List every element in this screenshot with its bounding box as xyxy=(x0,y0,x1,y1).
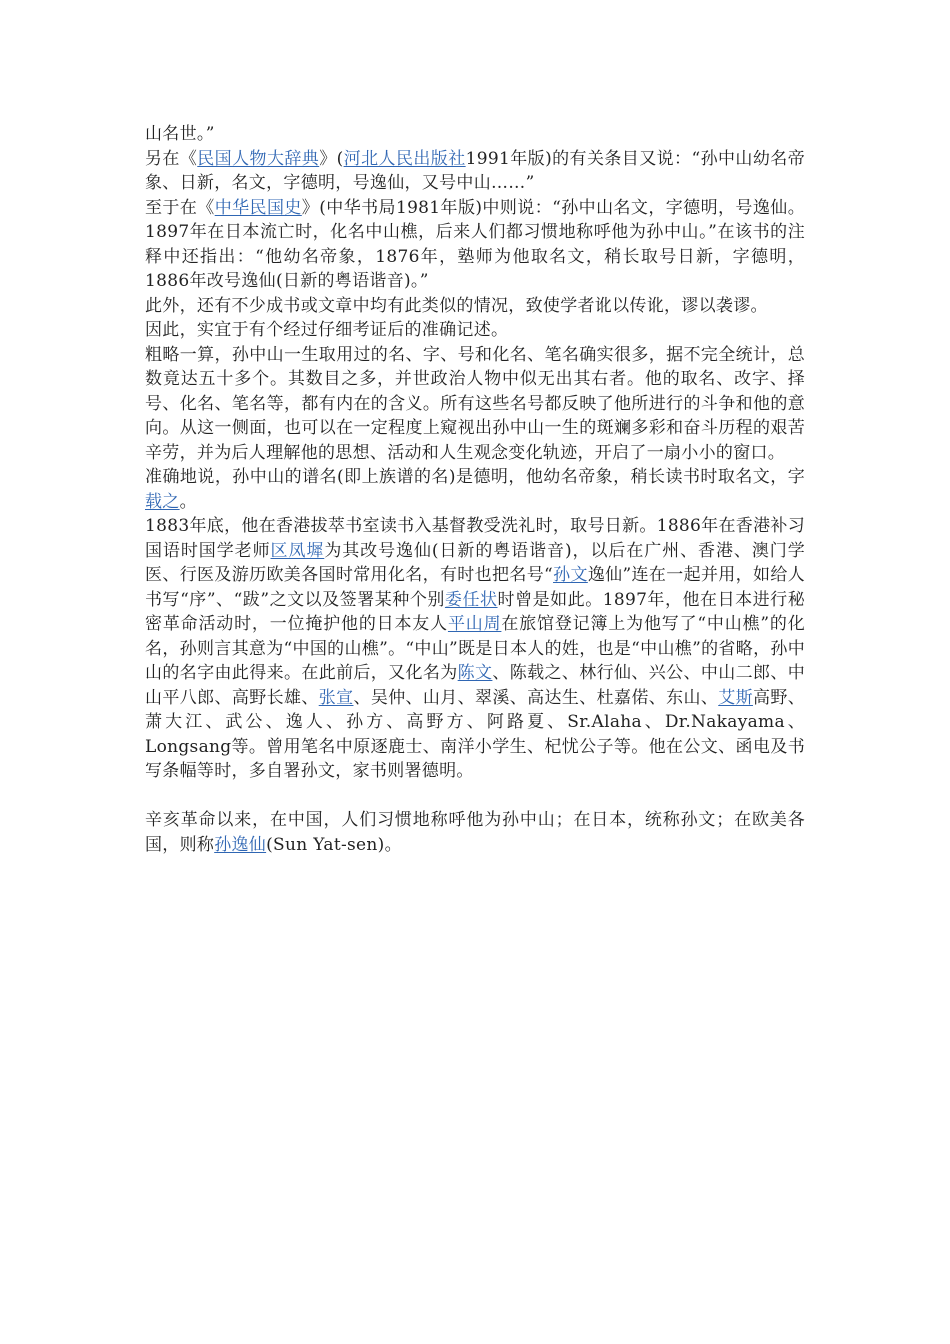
text-run: 》( xyxy=(319,148,344,169)
text-run: 辛亥革命以来，在中国，人们习惯地称呼他为孙中山；在日本，统称孙文；在欧美各国，则称 xyxy=(145,810,805,855)
text-run: 1883年底，他在香港拔萃书室读书入基督教受洗礼时，取号日新。1886年在香港补习国语时国学老师 xyxy=(145,516,805,561)
hyperlink[interactable]: 陈文 xyxy=(457,663,493,683)
text-run: 此外，还有不少成书或文章中均有此类似的情况，致使学者讹以传讹，谬以袭谬。 xyxy=(145,295,768,316)
document-page xyxy=(145,122,805,857)
text-run: 至于在《 xyxy=(145,197,215,218)
text-run: 粗略一算，孙中山一生取用过的名、字、号和化名、笔名确实很多，据不完全统计，总数竟达五十多个。其数目之多，并世政治人物中似无出其右者。他的取名、改字、择号、化名、笔名等，都有内在的含义。所有这些名号都反映了他所进行的斗争和他的意向。从这一侧面，也可以在一定程度上窥视出孙中山一生的斑斓多彩和奋斗历程的艰苦辛劳，并为后人理解他的思想、活动和人生观念变化轨迹，开启了一扇小小的窗口。 xyxy=(145,344,805,463)
hyperlink[interactable]: 平山周 xyxy=(447,614,502,634)
text-run: 山名世。” xyxy=(145,124,215,144)
paragraph-5 xyxy=(145,318,805,343)
text-run: 在旅馆登记簿上为他写了“中山樵”的化名，孙则言其意为“中国的山樵”。“中山”既是日本人的姓，也是“中山樵”的省略，孙中山的名字由此得来。在此前后，又化名为 xyxy=(145,614,806,683)
hyperlink[interactable]: 艾斯 xyxy=(718,687,753,708)
text-run: 、陈载之、林行仙、兴公、中山二郎、中山平八郎、高野长雄、 xyxy=(145,663,805,708)
paragraph-8 xyxy=(145,514,805,784)
text-run: 》(中华书局1981年版)中则说：“孙中山名文，字德明，号逸仙。1897年在日本流亡时，化名中山樵，后来人们都习惯地称呼他为孙中山。”在该书的注释中还指出：“他幼名帝象，1876年，塾师为他取名文，稍长取号日新，字德明，1886年改号逸仙(日新的粤语谐音)。” xyxy=(145,197,805,291)
paragraph-7 xyxy=(145,465,805,514)
hyperlink[interactable]: 张宣 xyxy=(318,687,354,708)
paragraph-2 xyxy=(145,147,805,196)
paragraph-1 xyxy=(145,122,805,147)
text-run: (Sun Yat-sen)。 xyxy=(266,834,402,855)
hyperlink[interactable]: 委任状 xyxy=(444,589,498,610)
hyperlink[interactable]: 民国人物大辞典 xyxy=(197,148,320,169)
text-run: 另在《 xyxy=(145,148,198,169)
text-run: 时曾是如此。1897年，他在日本进行秘密革命活动时，一位掩护他的日本友人 xyxy=(145,589,806,634)
text-run: 1991年版)的有关条目又说：“孙中山幼名帝象、日新，名文，字德明，号逸仙，又号中山……” xyxy=(145,148,805,193)
text-run: 高野、萧大江、武公、逸人、孙方、高野方、阿路夏、Sr.Alaha、Dr.Nakayama、Longsang等。曾用笔名中原逐鹿士、南洋小学生、杞忧公子等。他在公文、函电及书写条幅等时，多自署孙文，家书则署德明。 xyxy=(145,687,806,781)
hyperlink[interactable]: 区凤墀 xyxy=(270,540,325,561)
paragraph-3 xyxy=(145,196,805,294)
hyperlink[interactable]: 孙文 xyxy=(553,565,588,585)
text-run: 因此，实宜于有个经过仔细考证后的准确记述。 xyxy=(145,320,509,340)
hyperlink[interactable]: 载之 xyxy=(145,491,180,512)
text-run: 、吴仲、山月、翠溪、高达生、杜嘉偌、东山、 xyxy=(353,687,719,708)
hyperlink[interactable]: 河北人民出版社 xyxy=(343,148,466,169)
paragraph-4 xyxy=(145,294,805,319)
text-run: 。 xyxy=(179,491,197,512)
text-run: 准确地说，孙中山的谱名(即上族谱的名)是德明，他幼名帝象，稍长读书时取名文，字 xyxy=(145,467,805,487)
paragraph-9 xyxy=(145,808,805,857)
hyperlink[interactable]: 孙逸仙 xyxy=(214,834,267,855)
text-run: 逸仙”连在一起并用，如给人书写“序”、“跋”之文以及签署某种个别 xyxy=(145,565,806,610)
paragraph-6 xyxy=(145,343,805,466)
text-run: 为其改号逸仙(日新的粤语谐音)，以后在广州、香港、澳门学医、行医及游历欧美各国时常用化名，有时也把名号“ xyxy=(145,540,805,585)
hyperlink[interactable]: 中华民国史 xyxy=(214,197,302,218)
